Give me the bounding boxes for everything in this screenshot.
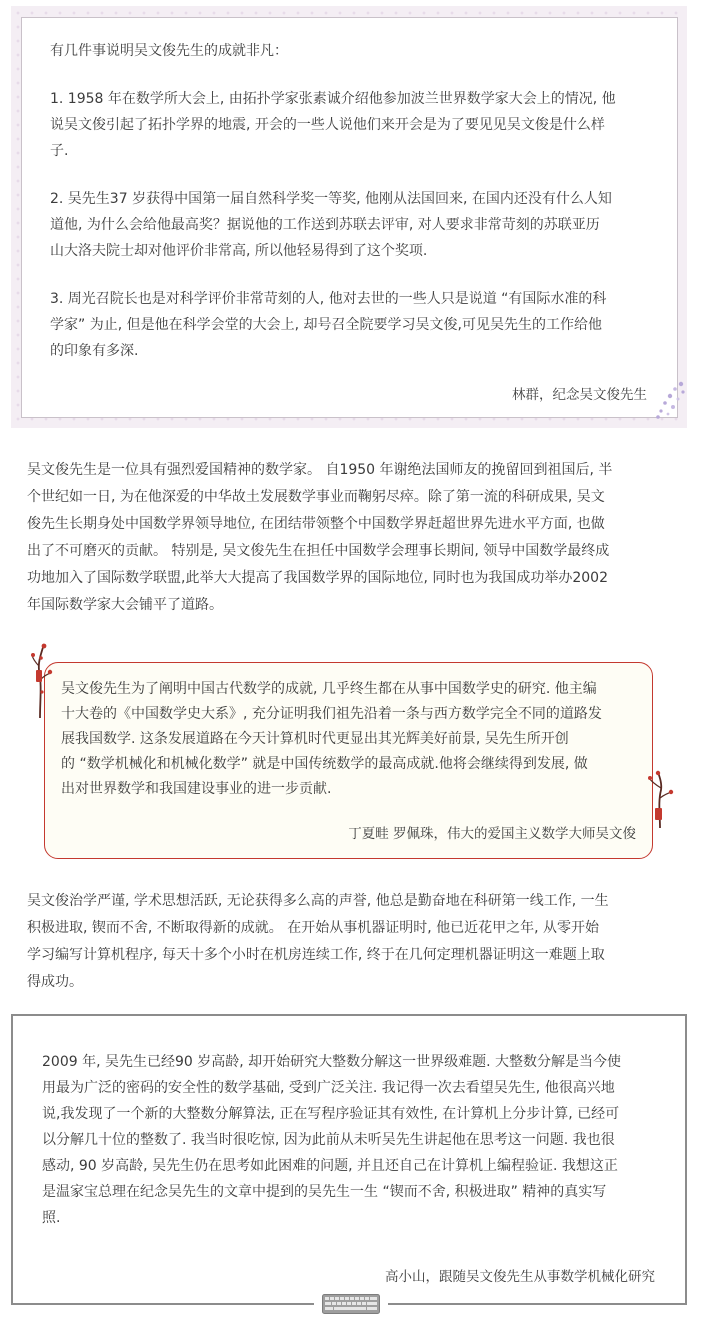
quote1-line: 有几件事说明吴文俊先生的成就非凡： <box>50 43 288 59</box>
quote3-line: 说,我发现了一个新的大整数分解算法, 正在写程序验证其有效性, 在计算机上分步计算, 已经可 <box>42 1106 620 1122</box>
quote1-spacer <box>50 164 651 186</box>
quote1-line: 1. 1958 年在数学所大会上, 由拓扑学家张素诚介绍他参加波兰世界数学家大会上的情况, 他 <box>50 91 616 107</box>
paragraph1-line: 年国际数学家大会铺平了道路。 <box>27 597 223 613</box>
paragraph1-line: 俊先生长期身处中国数学界领导地位, 在团结带领整个中国数学界赶超世界先进水平方面, 也做 <box>27 516 605 532</box>
quote2-line: 吴文俊先生为了阐明中国古代数学的成就, 几乎终生都在从事中国数学史的研究. 他主编 <box>61 681 597 697</box>
quote1-signature: 林群，纪念吴文俊先生 <box>512 387 647 403</box>
body-paragraph-1 <box>27 457 675 619</box>
quote1-spacer <box>50 264 651 286</box>
quote3-line: 2009 年, 吴先生已经90 岁高龄, 却开始研究大整数分解这一世界级难题. 大整数分解是当今使 <box>42 1054 622 1070</box>
paragraph1-line: 出了不可磨灭的贡献。 特别是, 吴文俊先生在担任中国数学会理事长期间, 领导中国数学最终成 <box>27 543 610 559</box>
quote-box-1 <box>21 17 678 418</box>
quote1-line: 说吴文俊引起了拓扑学界的地震, 开会的一些人说他们来开会是为了要见见吴文俊是什么样 <box>50 117 605 133</box>
paragraph2-line: 吴文俊治学严谨, 学术思想活跃, 无论获得多么高的声誉, 他总是勤奋地在科研第一线工作, 一生 <box>27 893 609 909</box>
keyboard-icon <box>322 1294 380 1314</box>
decorative-dots-icon <box>654 380 688 420</box>
quote2-line: 出对世界数学和我国建设事业的进一步贡献. <box>61 781 332 797</box>
red-plum-branch-icon <box>646 770 674 830</box>
quote1-line: 子. <box>50 143 69 159</box>
quote1-line: 道他, 为什么会给他最高奖？据说他的工作送到苏联去评审, 对人要求非常苛刻的苏联亚历 <box>50 217 600 233</box>
quote1-spacer <box>50 64 651 86</box>
paragraph1-line: 吴文俊先生是一位具有强烈爱国精神的数学家。 自1950 年谢绝法国师友的挽留回到祖国后, 半 <box>27 462 613 478</box>
quote1-line: 的印象有多深. <box>50 343 139 359</box>
paragraph2-line: 积极进取, 锲而不舍, 不断取得新的成就。 在开始从事机器证明时, 他已近花甲之年, 从零开始 <box>27 920 600 936</box>
quote3-line: 用最为广泛的密码的安全性的数学基础, 受到广泛关注. 我记得一次去看望吴先生, 他很高兴地 <box>42 1080 615 1096</box>
quote2-line: 的 “数学机械化和机械化数学” 就是中国传统数学的最高成就.他将会继续得到发展, 做 <box>61 756 588 772</box>
quote2-signature: 丁夏畦 罗佩珠，伟大的爱国主义数学大师吴文俊 <box>348 826 636 842</box>
quote1-line: 山大洛夫院士却对他评价非常高, 所以他轻易得到了这个奖项. <box>50 243 428 259</box>
quote3-line: 以分解几十位的整数了. 我当时很吃惊, 因为此前从未听吴先生讲起他在思考这一问题. 我也很 <box>42 1132 615 1148</box>
quote3-line: 感动, 90 岁高龄, 吴先生仍在思考如此困难的问题, 并且还自己在计算机上编程验证. 我想这正 <box>42 1158 618 1174</box>
quote1-line: 2. 吴先生37 岁获得中国第一届自然科学奖一等奖, 他刚从法国回来, 在国内还没有什么人知 <box>50 191 612 207</box>
quote-box-2 <box>44 662 653 859</box>
quote2-line: 十大卷的《中国数学史大系》, 充分证明我们祖先沿着一条与西方数学完全不同的道路发 <box>61 706 602 722</box>
red-plum-branch-icon <box>30 640 54 720</box>
keyboard-decoration <box>314 1292 388 1316</box>
quote1-line: 学家” 为止, 但是他在科学会堂的大会上, 却号召全院要学习吴文俊,可见吴先生的工作给他 <box>50 317 602 333</box>
quote2-line: 展我国数学. 这条发展道路在今天计算机时代更显出其光辉美好前景, 吴先生所开创 <box>61 731 569 747</box>
quote-box-3 <box>11 1014 687 1305</box>
quote3-line: 照. <box>42 1210 61 1226</box>
paragraph2-line: 学习编写计算机程序, 每天十多个小时在机房连续工作, 终于在几何定理机器证明这一难题上取 <box>27 947 605 963</box>
paragraph2-line: 得成功。 <box>27 974 83 990</box>
body-paragraph-2 <box>27 888 675 996</box>
paragraph1-line: 功地加入了国际数学联盟,此举大大提高了我国数学界的国际地位, 同时也为我国成功举办2002 <box>27 570 608 586</box>
quote3-line: 是温家宝总理在纪念吴先生的文章中提到的吴先生一生 “锲而不舍, 积极进取” 精神的真实写 <box>42 1184 607 1200</box>
paragraph1-line: 个世纪如一日, 为在他深爱的中华故土发展数学事业而鞠躬尽瘁。除了第一流的科研成果, 吴文 <box>27 489 605 505</box>
quote3-signature: 高小山，跟随吴文俊先生从事数学机械化研究 <box>385 1269 655 1285</box>
quote1-line: 3. 周光召院长也是对科学评价非常苛刻的人, 他对去世的一些人只是说道 “有国际水准的科 <box>50 291 607 307</box>
